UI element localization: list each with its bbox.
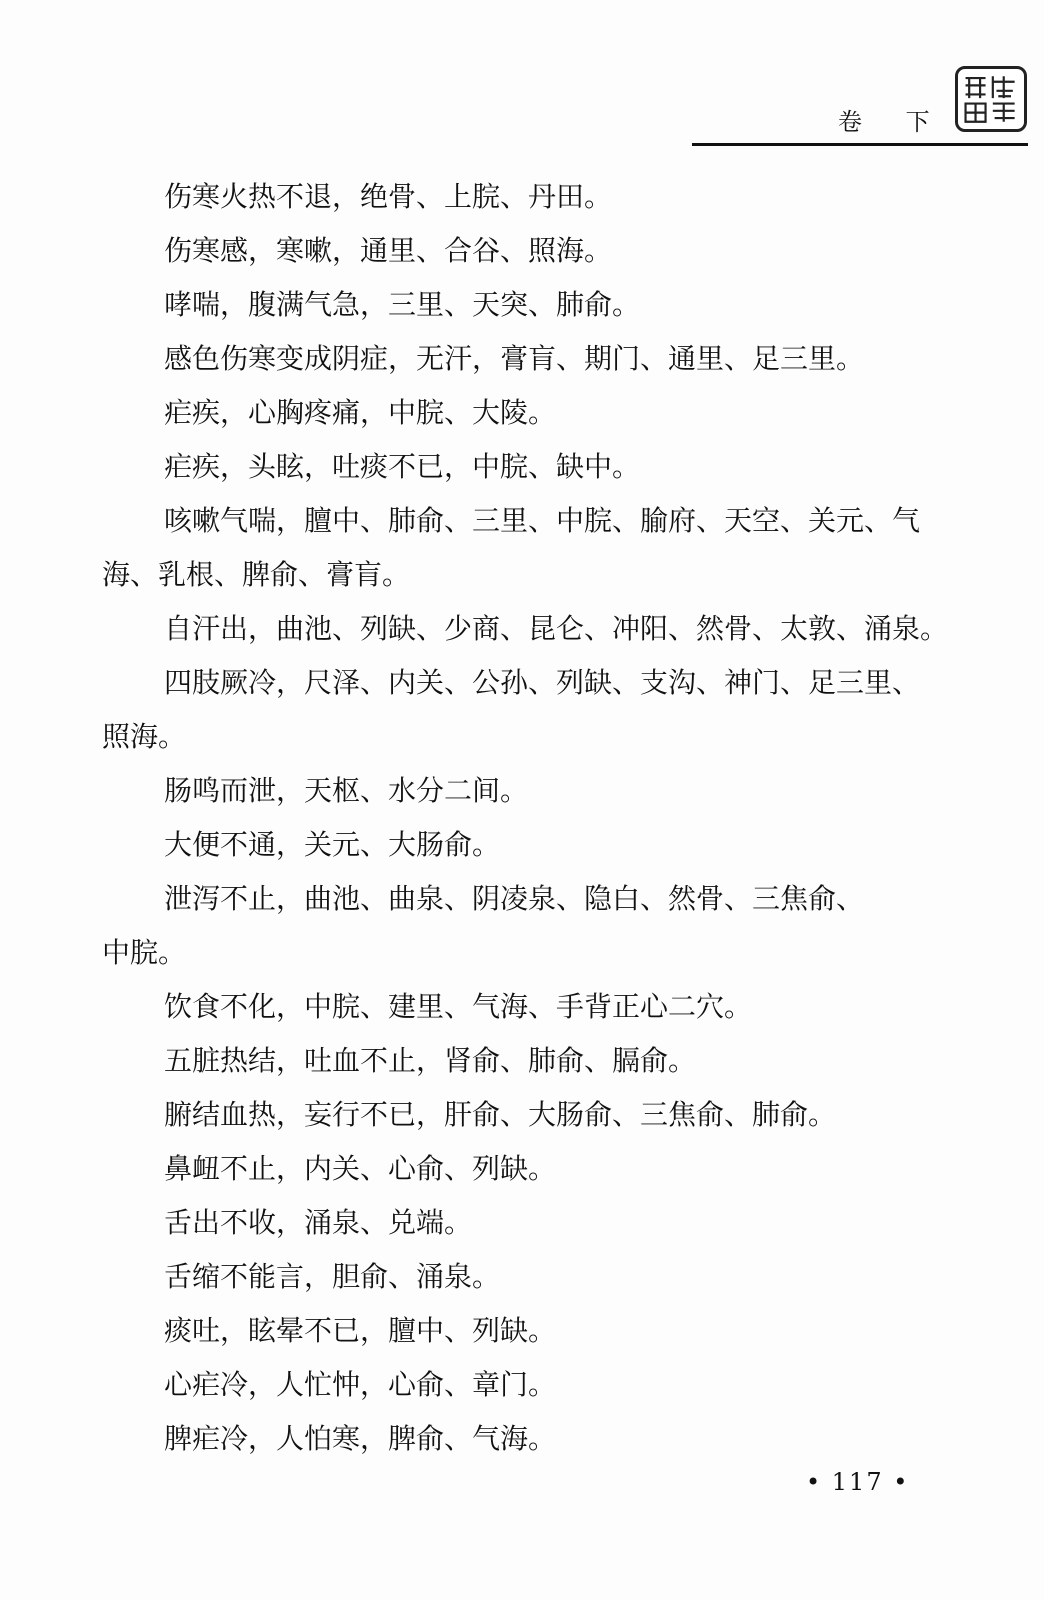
paragraph <box>96 1250 926 1304</box>
paragraph <box>96 440 926 494</box>
seal-stamp-logo <box>955 66 1027 132</box>
paragraph <box>96 980 926 1034</box>
body-text <box>96 170 949 1466</box>
text-line: 照海。 <box>102 720 187 753</box>
paragraph <box>96 602 949 656</box>
paragraph <box>96 278 926 332</box>
text-line: 感色伤寒变成阴症，无汗，膏肓、期门、通里、足三里。 <box>164 342 865 375</box>
text-line: 舌出不收，涌泉、兑端。 <box>164 1206 473 1239</box>
paragraph <box>96 170 926 224</box>
paragraph <box>96 1196 926 1250</box>
text-line: 舌缩不能言，胆俞、涌泉。 <box>164 1260 501 1293</box>
paragraph <box>96 1142 926 1196</box>
paragraph <box>96 1034 926 1088</box>
text-line: 疟疾，头眩，吐痰不已，中脘、缺中。 <box>164 450 641 483</box>
text-line: 饮食不化，中脘、建里、气海、手背正心二穴。 <box>164 990 753 1023</box>
text-line: 腑结血热，妄行不已，肝俞、大肠俞、三焦俞、肺俞。 <box>164 1098 837 1131</box>
paragraph <box>96 1304 926 1358</box>
paragraph <box>96 764 926 818</box>
running-header: 卷 下 <box>838 108 948 136</box>
text-line: 哮喘，腹满气急，三里、天突、肺俞。 <box>164 288 641 321</box>
paragraph <box>96 656 926 764</box>
paragraph <box>96 494 926 602</box>
page-number: • 117 • <box>806 1468 910 1496</box>
text-line: 伤寒火热不退，绝骨、上脘、丹田。 <box>164 180 613 213</box>
text-line: 脾疟冷，人怕寒，脾俞、气海。 <box>164 1422 557 1455</box>
text-line: 中脘。 <box>102 936 187 969</box>
paragraph <box>96 1358 926 1412</box>
text-line: 泄泻不止，曲池、曲泉、阴凌泉、隐白、然骨、三焦俞、 <box>164 882 865 915</box>
text-line: 鼻衄不止，内关、心俞、列缺。 <box>164 1152 557 1185</box>
paragraph <box>96 332 926 386</box>
text-line: 咳嗽气喘，膻中、肺俞、三里、中脘、腧府、天空、关元、气 <box>164 504 921 537</box>
paragraph <box>96 1088 926 1142</box>
text-line: 疟疾，心胸疼痛，中脘、大陵。 <box>164 396 557 429</box>
text-line: 大便不通，关元、大肠俞。 <box>164 828 501 861</box>
text-line: 五脏热结，吐血不止，肾俞、肺俞、膈俞。 <box>164 1044 697 1077</box>
paragraph <box>96 1412 926 1466</box>
text-line: 海、乳根、脾俞、膏肓。 <box>102 558 411 591</box>
text-line: 肠鸣而泄，天枢、水分二间。 <box>164 774 529 807</box>
text-line: 痰吐，眩晕不已，膻中、列缺。 <box>164 1314 557 1347</box>
text-line: 四肢厥冷，尺泽、内关、公孙、列缺、支沟、神门、足三里、 <box>164 666 921 699</box>
paragraph <box>96 224 926 278</box>
paragraph <box>96 818 926 872</box>
text-line: 心疟冷，人忙忡，心俞、章门。 <box>164 1368 557 1401</box>
paragraph <box>96 872 926 980</box>
text-line: 自汗出，曲池、列缺、少商、昆仑、冲阳、然骨、太敦、涌泉。 <box>164 612 949 645</box>
paragraph <box>96 386 926 440</box>
text-line: 伤寒感，寒嗽，通里、合谷、照海。 <box>164 234 613 267</box>
header-rule <box>692 143 1028 146</box>
